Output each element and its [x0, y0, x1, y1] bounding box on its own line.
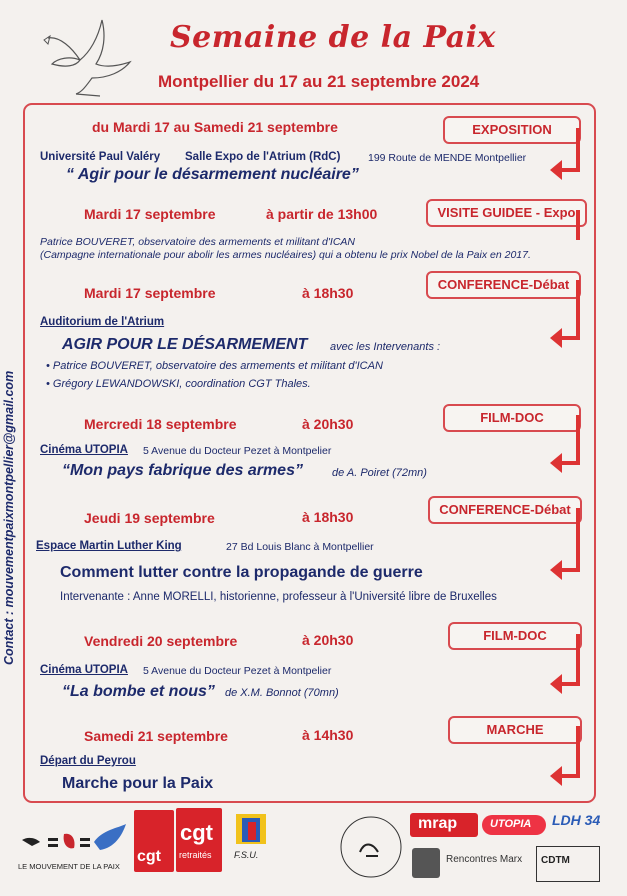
event-tag: FILM-DOC — [448, 622, 582, 650]
speaker-item: • Grégory LEWANDOWSKI, coordination CGT Thales. — [46, 378, 311, 390]
dove-icon — [30, 8, 140, 103]
logo-cgt: cgt — [134, 810, 174, 872]
event-speaker: Intervenante : Anne MORELLI, historienne, professeur à l'Université libre de Bruxelles — [60, 591, 497, 603]
page-subtitle: Montpellier du 17 au 21 septembre 2024 — [158, 72, 480, 91]
event-place: Espace Martin Luther King — [36, 540, 182, 552]
event-address: 5 Avenue du Docteur Pezet à Montpelier — [143, 665, 332, 677]
event-place-extra: Salle Expo de l'Atrium (RdC) — [185, 151, 341, 163]
logo-ldh: LDH 34 — [552, 812, 601, 828]
logo-marx: Rencontres Marx — [412, 848, 532, 880]
logo-cdtm: CDTM — [536, 846, 600, 882]
event-place: Cinéma UTOPIA — [40, 664, 128, 676]
event-description: Patrice BOUVERET, observatoire des armements et militant d'ICAN — [40, 236, 355, 248]
event-tag: EXPOSITION — [443, 116, 581, 144]
event-tag: FILM-DOC — [443, 404, 581, 432]
event-description: (Campagne internationale pour abolir les armes nucléaires) qui a obtenu le prix Nobel de la Paix en 2017. — [40, 249, 531, 261]
event-title: AGIR POUR LE DÉSARMEMENT — [62, 336, 308, 353]
event-time: à 18h30 — [302, 285, 354, 301]
event-place: Départ du Peyrou — [40, 755, 136, 767]
afps-emblem-icon — [338, 812, 404, 882]
event-date: Mardi 17 septembre — [84, 206, 216, 222]
event-tag: CONFERENCE-Débat — [426, 271, 581, 299]
event-tag: CONFERENCE-Débat — [428, 496, 582, 524]
event-title: Marche pour la Paix — [62, 775, 214, 792]
event-credit: de A. Poiret (72mn) — [332, 467, 427, 479]
event-tag: VISITE GUIDEE - Expo — [426, 199, 587, 227]
event-date: Mardi 17 septembre — [84, 285, 216, 301]
event-place: Auditorium de l'Atrium — [40, 316, 165, 328]
event-address: 199 Route de MENDE Montpellier — [368, 152, 527, 164]
event-address: 27 Bd Louis Blanc à Montpellier — [226, 541, 374, 553]
event-date: Jeudi 19 septembre — [84, 510, 215, 526]
page-title: Semaine de la Paix — [170, 20, 496, 55]
logo-afps — [338, 812, 404, 882]
event-date: du Mardi 17 au Samedi 21 septembre — [92, 119, 338, 135]
event-date: Vendredi 20 septembre — [84, 633, 238, 649]
event-time: à partir de 13h00 — [266, 206, 378, 222]
event-address: 5 Avenue du Docteur Pezet à Montpelier — [143, 445, 332, 457]
event-credit: de X.M. Bonnot (70mn) — [225, 687, 339, 699]
event-tag: MARCHE — [448, 716, 582, 744]
event-date: Mercredi 18 septembre — [84, 416, 237, 432]
timeline-arrows — [540, 110, 590, 790]
event-intro: avec les Intervenants : — [330, 341, 441, 353]
logo-fsu: F.S.U. — [230, 814, 270, 864]
event-place: Cinéma UTOPIA — [40, 444, 128, 456]
dove-logo-icon — [18, 820, 130, 860]
event-title: “La bombe et nous” — [62, 683, 215, 700]
event-title: “ Agir pour le désarmement nucléaire” — [66, 166, 359, 183]
event-title: Comment lutter contre la propagande de guerre — [60, 564, 423, 581]
event-time: à 20h30 — [302, 632, 354, 648]
event-date: Samedi 21 septembre — [84, 728, 228, 744]
speaker-item: • Patrice BOUVERET, observatoire des armements et militant d'ICAN — [46, 360, 383, 372]
logo-mouvement-paix: LE MOUVEMENT DE LA PAIX — [18, 820, 130, 880]
logo-mrap: mrap — [410, 813, 478, 837]
event-time: à 14h30 — [302, 727, 354, 743]
event-time: à 18h30 — [302, 509, 354, 525]
logo-utopia: UTOPIA — [482, 815, 546, 835]
logo-cgt-retraites: cgt retraités — [176, 808, 222, 872]
event-place: Université Paul Valéry — [40, 151, 161, 163]
contact-email: Contact : mouvementpaixmontpellier@gmail.com — [2, 370, 16, 665]
event-title: “Mon pays fabrique des armes” — [62, 462, 303, 479]
event-time: à 20h30 — [302, 416, 354, 432]
